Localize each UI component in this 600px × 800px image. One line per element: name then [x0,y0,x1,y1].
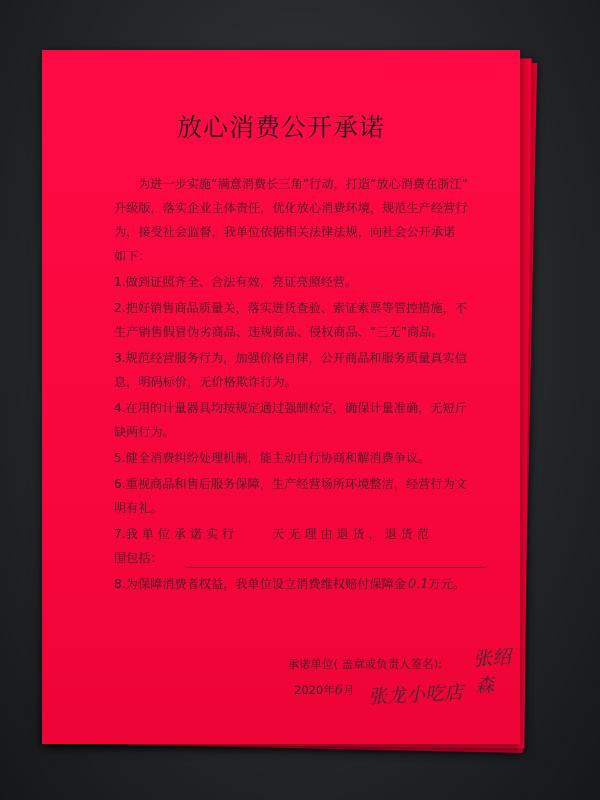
promise-item-3: 3.规范经营服务行为，加强价格自律，公开商品和服务质量真实信 [114,351,467,365]
intro-line: 为进一步实施“满意消费长三角”行动，打造“放心消费在浙江” [138,177,468,191]
promise-item-7 [114,522,504,546]
handwritten-signature: 张绍森 [472,646,512,698]
deposit-amount-handwritten: 0.1 [407,577,429,592]
return-days-blank [234,537,272,538]
promise-item-2-cont: 生产销售假冒伪劣商品、违规商品、侵权商品、“三无”商品。 [114,325,444,339]
handwritten-shop-name: 张龙小吃店 [367,681,464,709]
date-month-label: 月 [343,683,355,697]
signature-label: 承诺单位( 盖章或负责人签名): [287,657,442,671]
date-month-handwritten: 6 [334,683,344,698]
promise-item-7-part-b: 天 无 理 由 退 货 ， 退 货 范 [272,527,429,541]
promise-item-3-cont: 息，明码标价，无价格欺诈行为。 [114,375,297,389]
promise-item-7-part-a: 7.我 单 位 承 诺 实 行 [114,527,235,541]
promise-item-7-cont: 围包括： [114,551,163,565]
promise-item-8-text: 8.为保障消费者权益，我单位设立消费维权赔付保障金 [114,577,406,591]
date-year: 2020年 [294,683,335,697]
document-body [114,172,504,597]
deposit-unit: 万元。 [428,577,466,591]
promise-item-4: 4.在用的计量器具均按规定通过强制检定，确保计量准确，无短斤 [114,401,467,415]
promise-item-8 [114,572,504,597]
date-line [294,682,355,698]
document-title: 放心消费公开承诺 [176,113,385,142]
intro-line: 升级版，落实企业主体责任，优化放心消费环境，规范生产经营行 [114,201,468,215]
promise-item-2: 2.把好销售商品质量关，落实进货查验、索证索票等管控措施，不 [114,301,467,315]
intro-line: 为，接受社会监督，我单位依据相关法律法规，向社会公开承诺 [114,225,456,239]
promise-item-6-cont: 明有礼。 [114,501,163,515]
promise-document [42,50,520,744]
promise-item-4-cont: 缺两行为。 [114,425,175,439]
promise-item-6: 6.重视商品和售后服务保障，生产经营场所环境整洁，经营行为文 [114,477,467,491]
intro-line: 如下： [114,249,151,263]
promise-item-1: 1.做到证照齐全、合法有效，亮证亮照经营。 [114,275,358,289]
promise-item-5: 5.健全消费纠纷处理机制，能主动自行协商和解消费争议。 [114,451,431,465]
return-scope-blank-line [186,567,486,568]
